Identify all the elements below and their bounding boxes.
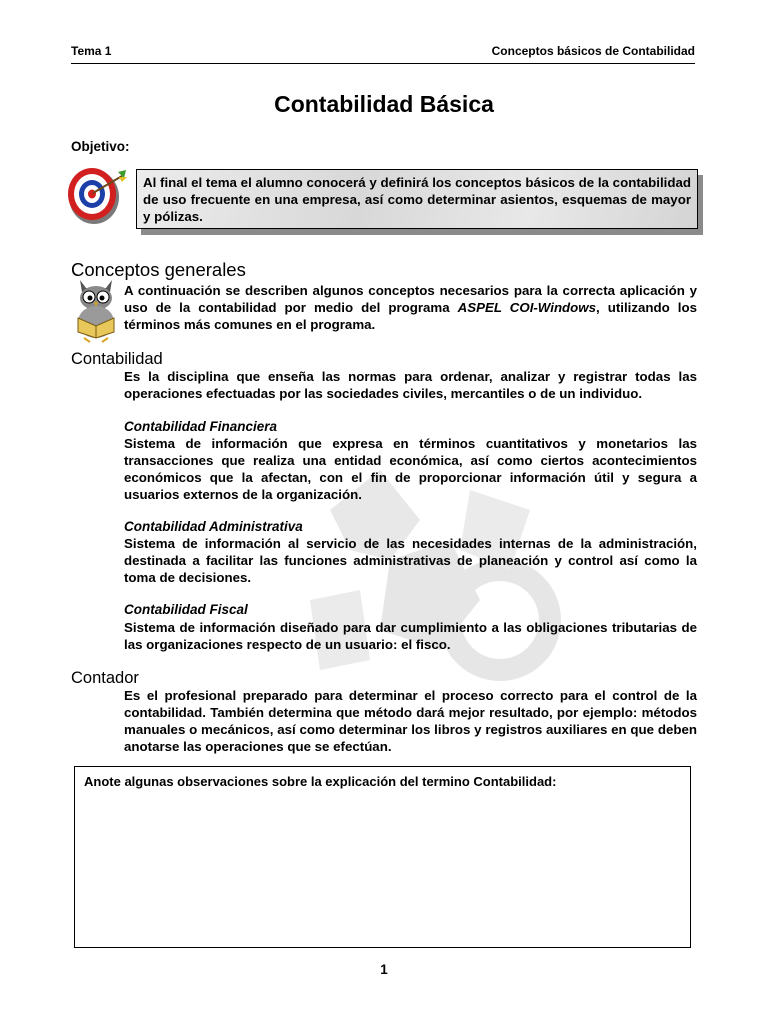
subheading-administrativa: Contabilidad Administrativa bbox=[124, 519, 303, 534]
section-heading-contador: Contador bbox=[71, 669, 139, 687]
target-icon bbox=[64, 162, 130, 228]
header-topic: Tema 1 bbox=[71, 44, 112, 58]
objective-label: Objetivo: bbox=[71, 139, 130, 154]
notes-prompt: Anote algunas observaciones sobre la explicación del termino Contabilidad: bbox=[84, 774, 557, 789]
objective-box bbox=[136, 169, 698, 229]
contabilidad-definition: Es la disciplina que enseña las normas para ordenar, analizar y registrar todas las operaciones efectuadas por las sociedades civiles, mercantiles o de un individuo. bbox=[124, 369, 697, 401]
program-name: ASPEL COI-Windows bbox=[457, 300, 597, 315]
intro-text-start: A continuación se describen algunos conceptos necesarios para la correcta aplicación y uso de la contabilidad por medio del programa bbox=[124, 283, 697, 315]
header-subject: Conceptos básicos de Contabilidad bbox=[491, 44, 695, 58]
contador-definition: Es el profesional preparado para determinar el proceso correcto para el control de la contabilidad. También determina que método dará mejor resultado, por ejemplo: métodos manuales o mecánicos, así como determinar los libros y registros auxiliares en que deben anotarse las operaciones que se efectúan. bbox=[124, 688, 697, 754]
header-divider bbox=[71, 63, 695, 64]
section-heading-conceptos: Conceptos generales bbox=[71, 259, 246, 280]
intro-text-end: , utilizando los términos más comunes en el programa. bbox=[124, 300, 697, 332]
fiscal-definition: Sistema de información diseñado para dar cumplimiento a las obligaciones tributarias de las organizaciones respecto de un usuario: el fisco. bbox=[124, 620, 697, 652]
administrativa-definition: Sistema de información al servicio de las necesidades internas de la administración, destinada a facilitar las funciones administrativas de planeación y control así como la toma de decisiones. bbox=[124, 536, 697, 585]
page-title: Contabilidad Básica bbox=[274, 91, 494, 117]
financiera-definition: Sistema de información que expresa en términos cuantitativos y monetarios las transacciones que realiza una entidad económica, así como ciertos acontecimientos económicos que la afectan, con el fin de proporcionar información útil y segura a usuarios externos de la organización. bbox=[124, 436, 697, 502]
subheading-fiscal: Contabilidad Fiscal bbox=[124, 602, 248, 617]
intro-paragraph bbox=[124, 282, 697, 333]
page-header bbox=[71, 44, 695, 58]
subheading-financiera: Contabilidad Financiera bbox=[124, 419, 278, 434]
owl-reading-icon bbox=[70, 274, 122, 344]
notes-box[interactable] bbox=[74, 766, 691, 948]
page-number: 1 bbox=[380, 962, 388, 977]
objective-text: Al final el tema el alumno conocerá y definirá los conceptos básicos de la contabilidad de uso frecuente en una empresa, así como determinar asientos, esquemas de mayor y pólizas. bbox=[143, 175, 691, 224]
section-heading-contabilidad: Contabilidad bbox=[71, 350, 163, 368]
